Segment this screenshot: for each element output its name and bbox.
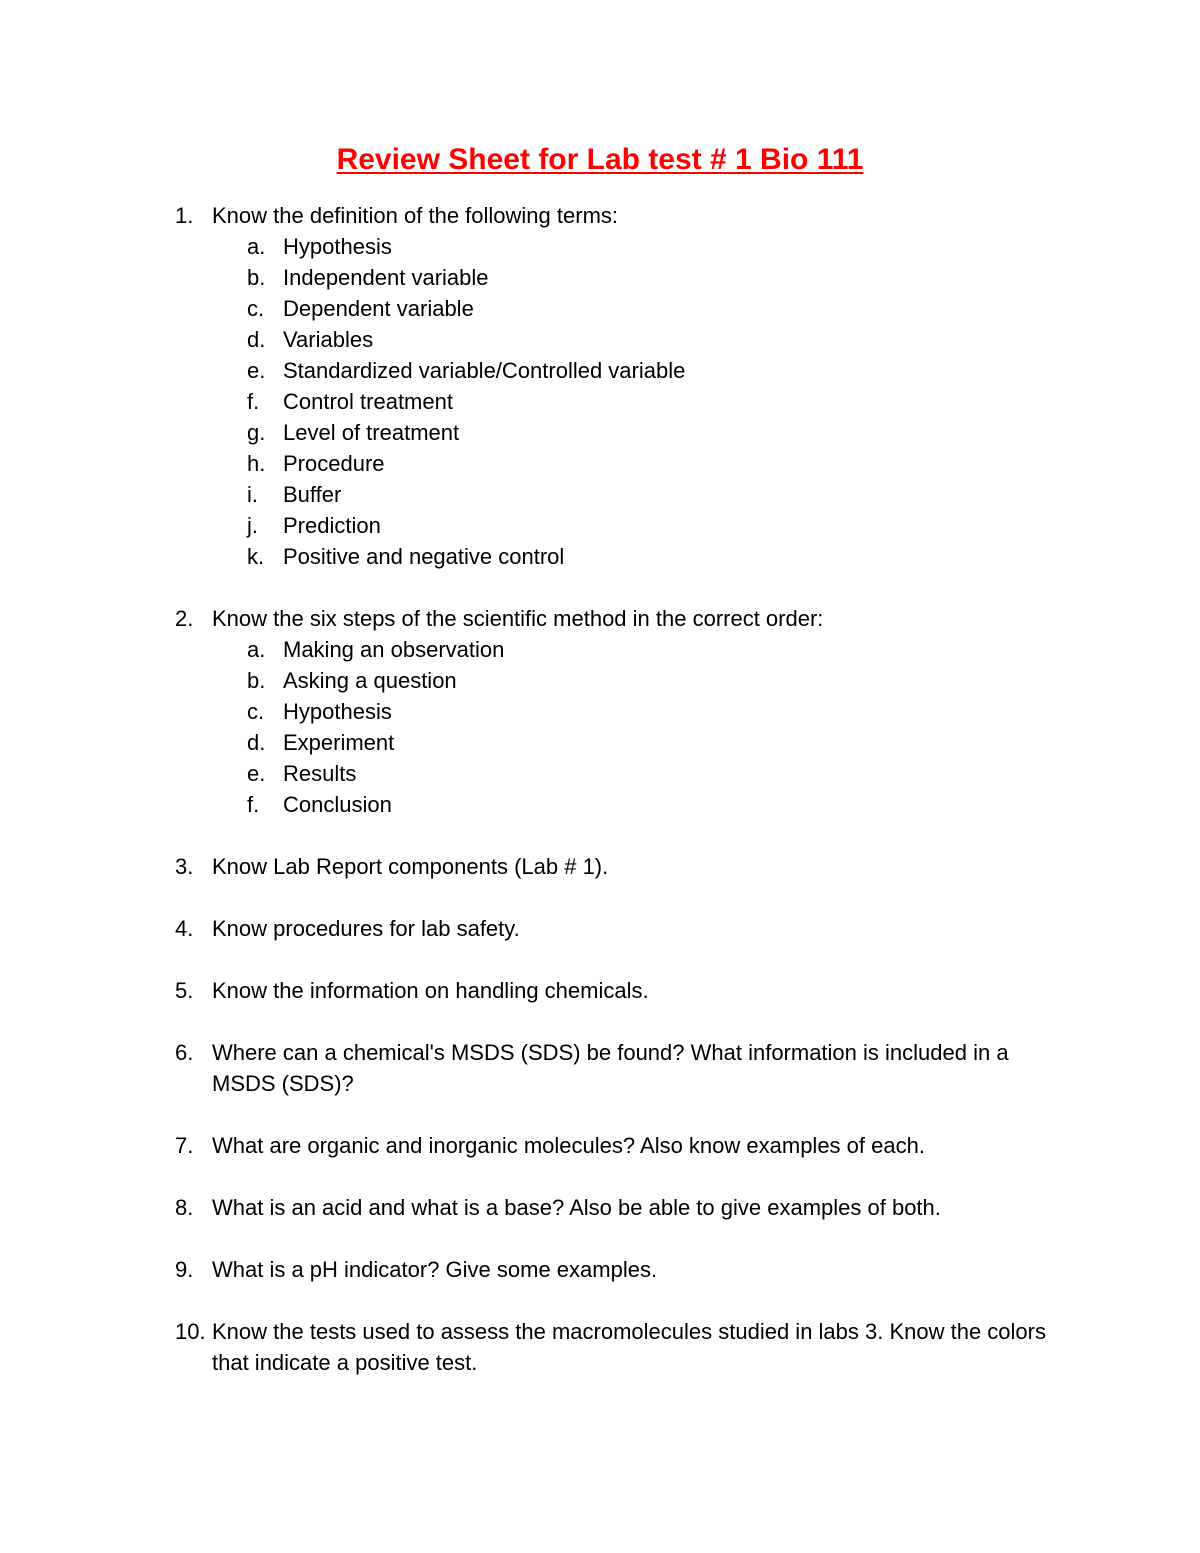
list-item-text: What is a pH indicator? Give some examples. bbox=[212, 1257, 658, 1282]
list-item bbox=[0, 1130, 1200, 1161]
spacer bbox=[0, 1223, 1200, 1254]
sub-list-item-label: a. bbox=[247, 637, 266, 662]
sub-list-item-label: j. bbox=[247, 513, 258, 538]
sub-list-item bbox=[0, 665, 1200, 696]
review-list bbox=[0, 200, 1200, 1378]
list-item bbox=[0, 603, 1200, 634]
list-item-number: 2. bbox=[175, 606, 194, 631]
sub-list-item-text: Independent variable bbox=[283, 265, 489, 290]
sub-list-item bbox=[0, 448, 1200, 479]
document-title: Review Sheet for Lab test # 1 Bio 111 bbox=[336, 143, 864, 176]
sub-list-item bbox=[0, 510, 1200, 541]
sub-list-item-label: e. bbox=[247, 761, 266, 786]
sub-list-item-label: e. bbox=[247, 358, 266, 383]
sub-list-item-text: Dependent variable bbox=[283, 296, 474, 321]
list-item bbox=[0, 1192, 1200, 1223]
list-item-text: What are organic and inorganic molecules? Also know examples of each. bbox=[212, 1133, 925, 1158]
sub-list-item-label: g. bbox=[247, 420, 266, 445]
sub-list-item bbox=[0, 231, 1200, 262]
list-item-text: Know the six steps of the scientific method in the correct order: bbox=[212, 606, 824, 631]
list-item-number: 6. bbox=[175, 1040, 194, 1065]
spacer bbox=[0, 1161, 1200, 1192]
spacer bbox=[0, 882, 1200, 913]
list-item-text: Know Lab Report components (Lab # 1). bbox=[212, 854, 609, 879]
sub-list-item-label: f. bbox=[247, 389, 260, 414]
sub-list-item bbox=[0, 634, 1200, 665]
spacer bbox=[0, 1285, 1200, 1316]
list-item-text: Know procedures for lab safety. bbox=[212, 916, 520, 941]
sub-list-item bbox=[0, 479, 1200, 510]
list-item bbox=[0, 913, 1200, 944]
sub-list-item bbox=[0, 417, 1200, 448]
spacer bbox=[0, 1006, 1200, 1037]
sub-list-item-text: Procedure bbox=[283, 451, 385, 476]
sub-list-item-label: b. bbox=[247, 265, 266, 290]
sub-list-item-label: h. bbox=[247, 451, 266, 476]
list-item-text: Know the definition of the following terms: bbox=[212, 203, 619, 228]
sub-list-item-label: f. bbox=[247, 792, 260, 817]
sub-list-item-label: d. bbox=[247, 327, 266, 352]
list-item-text: What is an acid and what is a base? Also be able to give examples of both. bbox=[212, 1195, 941, 1220]
spacer bbox=[0, 572, 1200, 603]
sub-list-item bbox=[0, 541, 1200, 572]
sub-list-item-text: Buffer bbox=[283, 482, 342, 507]
list-item-number: 7. bbox=[175, 1133, 194, 1158]
sub-list-item-label: c. bbox=[247, 699, 265, 724]
sub-list-item-text: Making an observation bbox=[283, 637, 505, 662]
sub-list-item-text: Variables bbox=[283, 327, 374, 352]
list-item-text: Know the information on handling chemicals. bbox=[212, 978, 649, 1003]
sub-list-item-label: c. bbox=[247, 296, 265, 321]
sub-list-item bbox=[0, 758, 1200, 789]
sub-list-item bbox=[0, 727, 1200, 758]
sub-list-item-text: Hypothesis bbox=[283, 699, 392, 724]
list-item bbox=[0, 1037, 1200, 1099]
list-item-number: 9. bbox=[175, 1257, 194, 1282]
list-item bbox=[0, 1316, 1200, 1378]
list-item-number: 10. bbox=[175, 1319, 206, 1344]
list-item bbox=[0, 200, 1200, 231]
spacer bbox=[0, 820, 1200, 851]
list-item-number: 1. bbox=[175, 203, 194, 228]
sub-list-item-text: Hypothesis bbox=[283, 234, 392, 259]
sub-list-item bbox=[0, 262, 1200, 293]
sub-list-item bbox=[0, 355, 1200, 386]
list-item-number: 3. bbox=[175, 854, 194, 879]
sub-list-item-label: a. bbox=[247, 234, 266, 259]
sub-list-item bbox=[0, 324, 1200, 355]
spacer bbox=[0, 1099, 1200, 1130]
sub-list-item-text: Experiment bbox=[283, 730, 395, 755]
list-item bbox=[0, 1254, 1200, 1285]
list-item-number: 4. bbox=[175, 916, 194, 941]
list-item bbox=[0, 975, 1200, 1006]
sub-list-item bbox=[0, 386, 1200, 417]
list-item-text: Where can a chemical's MSDS (SDS) be found? What information is included in a MSDS (SDS)? bbox=[212, 1040, 1009, 1096]
sub-list-item-text: Results bbox=[283, 761, 357, 786]
sub-list-item-label: k. bbox=[247, 544, 265, 569]
spacer bbox=[0, 944, 1200, 975]
sub-list-item-label: d. bbox=[247, 730, 266, 755]
sub-list-item-text: Control treatment bbox=[283, 389, 453, 414]
sub-list-item-text: Level of treatment bbox=[283, 420, 460, 445]
sub-list-item bbox=[0, 789, 1200, 820]
list-item-number: 8. bbox=[175, 1195, 194, 1220]
sub-list-item bbox=[0, 293, 1200, 324]
list-item bbox=[0, 851, 1200, 882]
list-item-text: Know the tests used to assess the macromolecules studied in labs 3. Know the colors that indicate a positive test. bbox=[212, 1319, 1046, 1375]
list-item-number: 5. bbox=[175, 978, 194, 1003]
sub-list-item-label: i. bbox=[247, 482, 258, 507]
sub-list-item-text: Asking a question bbox=[283, 668, 457, 693]
sub-list-item-text: Positive and negative control bbox=[283, 544, 565, 569]
sub-list-item-text: Prediction bbox=[283, 513, 381, 538]
sub-list-item bbox=[0, 696, 1200, 727]
sub-list-item-label: b. bbox=[247, 668, 266, 693]
sub-list-item-text: Standardized variable/Controlled variable bbox=[283, 358, 686, 383]
sub-list-item-text: Conclusion bbox=[283, 792, 392, 817]
